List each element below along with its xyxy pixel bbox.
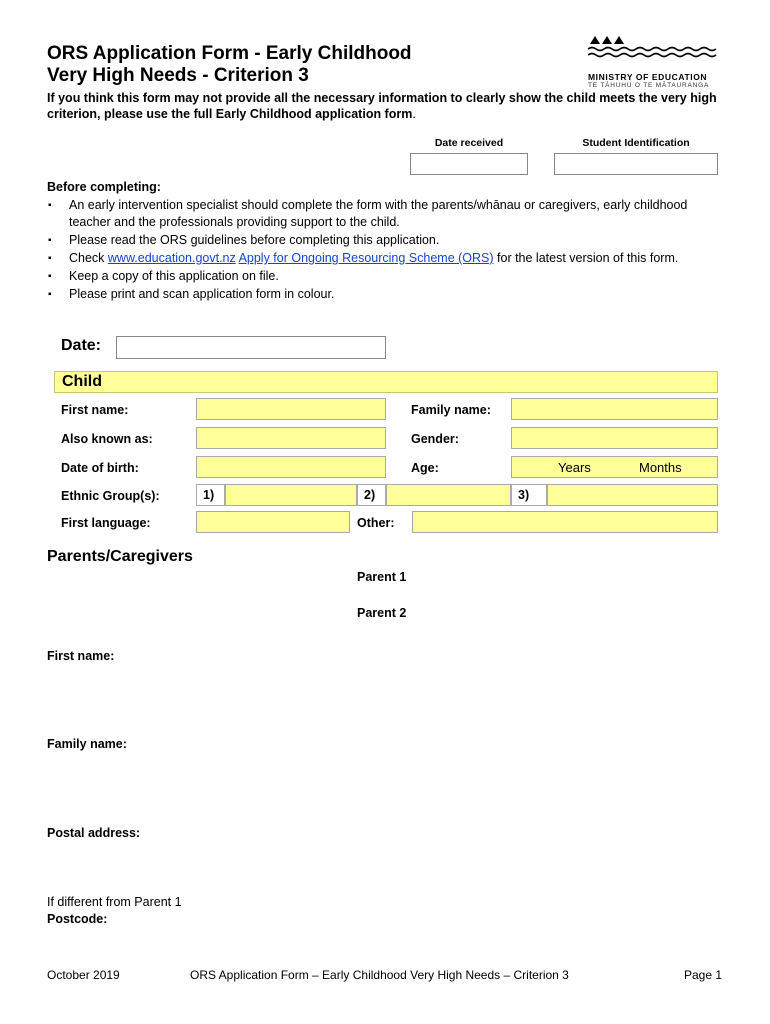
title-line-1: ORS Application Form - Early Childhood: [47, 43, 412, 64]
ethnic-1-label: 1): [196, 484, 225, 506]
child-first-name-field[interactable]: [196, 398, 386, 420]
postal-address-label: Postal address:: [47, 826, 141, 840]
before-completing-heading: Before completing:: [47, 180, 161, 194]
title-line-2: Very High Needs - Criterion 3: [47, 65, 309, 86]
ethnic-2-field[interactable]: [386, 484, 511, 506]
parent-1-heading: Parent 1: [357, 570, 407, 584]
ethnic-2-label: 2): [357, 484, 386, 506]
if-different-note: If different from Parent 1: [47, 895, 182, 909]
list-item: ▪ Please read the ORS guidelines before completing this application.: [48, 233, 440, 247]
ethnic-3-label: 3): [511, 484, 547, 506]
first-name-label: First name:: [61, 403, 129, 417]
postcode-label: Postcode:: [47, 912, 108, 926]
dob-label: Date of birth:: [61, 461, 139, 475]
list-item: ▪ An early intervention specialist should complete the form with the parents/whānau or caregivers, early childhood teacher and the professionals providing support to the child.: [48, 198, 688, 229]
child-family-name-field[interactable]: [511, 398, 718, 420]
child-section-header: [54, 371, 718, 393]
dob-field[interactable]: [196, 456, 386, 478]
list-item: ▪ Please print and scan application form in colour.: [48, 287, 335, 301]
date-field[interactable]: [116, 336, 386, 359]
parent-first-name-label: First name:: [47, 649, 115, 663]
ethnic-3-field[interactable]: [547, 484, 718, 506]
parent-family-name-label: Family name:: [47, 737, 127, 751]
date-label: Date:: [61, 337, 102, 354]
ethnic-group-label: Ethnic Group(s):: [61, 489, 160, 503]
parent-2-heading: Parent 2: [357, 606, 407, 620]
student-id-field[interactable]: [554, 153, 718, 175]
age-label: Age:: [411, 461, 439, 475]
also-known-as-field[interactable]: [196, 427, 386, 449]
age-years-label: Years: [558, 460, 591, 475]
bullet-icon: ▪: [48, 289, 52, 300]
also-known-as-label: Also known as:: [61, 432, 153, 446]
apply-ors-link[interactable]: Apply for Ongoing Resourcing Scheme (ORS): [238, 251, 494, 265]
age-months-label: Months: [639, 460, 682, 475]
footer-doc-title: ORS Application Form – Early Childhood Very High Needs – Criterion 3: [190, 968, 569, 982]
other-language-label: Other:: [357, 516, 395, 530]
instructions-list: [47, 197, 719, 304]
intro-bold: If you think this form may not provide all the necessary information to clearly show the child meets the very high criterion, please use the full Early Childhood application form: [47, 91, 717, 121]
list-item: ▪ Check www.education.govt.nz Apply for Ongoing Resourcing Scheme (ORS) for the latest version of this form.: [48, 251, 679, 265]
child-heading: Child: [62, 373, 102, 390]
bullet-icon: ▪: [48, 271, 52, 282]
ethnic-1-field[interactable]: [225, 484, 357, 506]
date-received-label: Date received: [434, 137, 504, 149]
logo-mark-icon: [588, 34, 722, 64]
student-id-label: Student Identification: [582, 137, 690, 149]
first-language-label: First language:: [61, 516, 151, 530]
bullet-icon: ▪: [48, 200, 52, 211]
gender-field[interactable]: [511, 427, 718, 449]
date-received-field[interactable]: [410, 153, 528, 175]
footer-page-number: Page 1: [684, 968, 723, 982]
bullet-icon: ▪: [48, 253, 52, 264]
logo-name: MINISTRY OF EDUCATION: [588, 72, 708, 82]
gender-label: Gender:: [411, 432, 459, 446]
parents-heading: Parents/Caregivers: [47, 548, 193, 565]
list-item: ▪ Keep a copy of this application on file.: [48, 269, 279, 283]
footer-date: October 2019: [47, 968, 120, 982]
page-title: [47, 43, 412, 87]
other-language-field[interactable]: [412, 511, 718, 533]
intro-tail: .: [412, 107, 416, 121]
education-govt-link[interactable]: www.education.govt.nz: [107, 251, 236, 265]
ministry-logo: [588, 34, 728, 89]
family-name-label: Family name:: [411, 403, 491, 417]
age-field[interactable]: [511, 456, 718, 478]
first-language-field[interactable]: [196, 511, 350, 533]
bullet-icon: ▪: [48, 235, 52, 246]
intro-text: [47, 90, 737, 122]
logo-subtitle: TE TĀHUHU O TE MĀTAURANGA: [588, 82, 710, 89]
